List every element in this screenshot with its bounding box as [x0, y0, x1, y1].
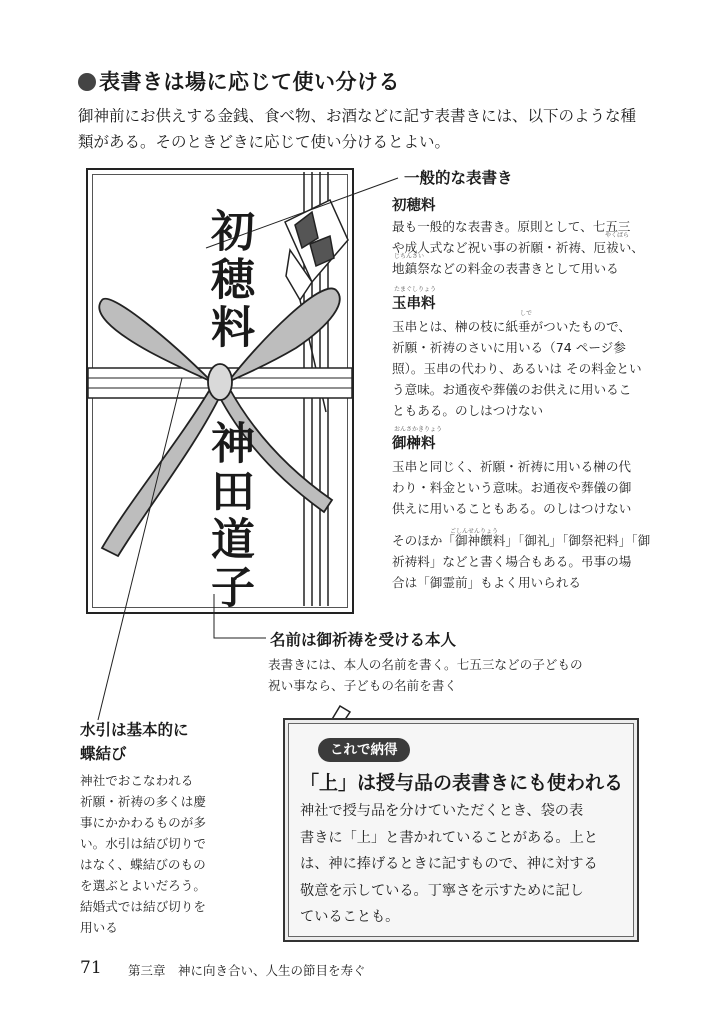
ruby-tamagushiryo: たまぐしりょう [394, 286, 437, 293]
section-body-hatsuho: 最も一般的な表書き。原則として、七五三 や成人式など祝い事の祈願・祈祷、厄祓い、 地鎮祭などの料金の表書きとして用いる [392, 219, 644, 276]
callout-general: 一般的な表書き [404, 169, 513, 187]
info-box-title: 「上」は授与品の表書きにも使われる [300, 772, 624, 794]
envelope-name-text: 神田道子 [203, 420, 254, 612]
ruby-osakakiryo: おんさかきりょう [394, 426, 443, 433]
section-title-hatsuho: 初穂料 [392, 198, 436, 214]
ruby-jichinsai: じちんさい [394, 253, 425, 260]
section-title-tamagushi: 玉串料 [392, 296, 436, 312]
ruby-yakubarai: やくばら [605, 232, 630, 239]
info-box-body: 神社で授与品を分けていただくとき、袋の表 書きに「上」と書かれていることがある。上と は、神に捧げるときに記すもので、神に対する 敬意を示している。丁寧さを示すために記し ていることも。 [300, 803, 598, 925]
callout-mizuhiki-title: 水引は基本的に 蝶結び [80, 721, 189, 763]
callout-name-title: 名前は御祈祷を受ける本人 [270, 631, 457, 649]
section-body-sakaki: 玉串と同じく、祈願・祈祷に用いる榊の代 わり・料金という意味。お通夜や葬儀の御 供えに用いることもある。のしはつけない [392, 459, 632, 516]
other-note: そのほか「御神饌料」「御礼」「御祭祀料」「御 祈祷料」などと書く場合もある。弔事の場 合は「御霊前」もよく用いられる [392, 533, 651, 590]
callout-mizuhiki-body: 神社でおこなわれる 祈願・祈祷の多くは慶 事にかかわるものが多 い。水引は結び切りで はなく、蝶結びのもの を選ぶとよいだろう。 結婚式では結び切りを 用いる [80, 773, 206, 935]
section-body-tamagushi: 玉串とは、榊の枝に紙垂がついたもので、 祈願・祈祷のさいに用いる（74 ページ参 照）。玉串の代わり、あるいは その料金とい う意味。お通夜や葬儀のお供えに用いるこ ともある。のしはつけない [392, 319, 642, 418]
page-number: 71 [80, 958, 102, 978]
callout-name-body: 表書きには、本人の名前を書く。七五三などの子どもの 祝い事なら、子どもの名前を書く [268, 657, 583, 693]
chapter-title: 第三章 神に向き合い、人生の節目を寿ぐ [128, 963, 366, 978]
ruby-goshinsenryo: ごしんせんりょう [450, 528, 499, 535]
intro-text: 御神前にお供えする金銭、食べ物、お酒などに記す表書きには、以下のような種 類がある。そのときどきに応じて使い分けるとよい。 [78, 107, 637, 151]
section-heading: 表書きは場に応じて使い分ける [78, 66, 400, 96]
info-badge: これで納得 [318, 738, 410, 762]
envelope-title-text: 初穂料 [203, 208, 254, 352]
ruby-shide: しで [520, 310, 533, 317]
section-title-sakaki: 御榊料 [392, 436, 436, 452]
